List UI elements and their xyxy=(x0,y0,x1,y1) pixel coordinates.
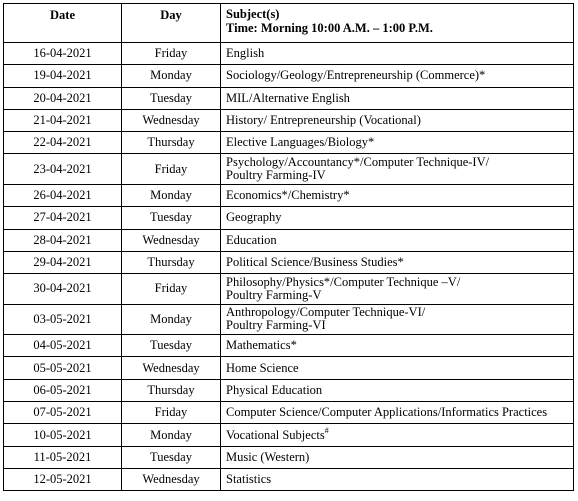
subject-cell: Home Science xyxy=(221,357,574,379)
date-cell: 27-04-2021 xyxy=(4,207,122,229)
table-row xyxy=(4,132,574,154)
subject-cell: English xyxy=(221,43,574,65)
subject-cell: Physical Education xyxy=(221,379,574,401)
header-row xyxy=(4,4,574,43)
date-cell: 29-04-2021 xyxy=(4,251,122,273)
table-row xyxy=(4,207,574,229)
subject-line: Philosophy/Physics*/Computer Technique –V/ xyxy=(226,274,461,289)
table-row xyxy=(4,87,574,109)
subject-cell xyxy=(221,154,574,185)
date-cell: 26-04-2021 xyxy=(4,184,122,206)
day-cell: Monday xyxy=(122,184,221,206)
exam-schedule-table xyxy=(3,3,574,491)
date-cell: 04-05-2021 xyxy=(4,335,122,357)
date-cell: 16-04-2021 xyxy=(4,43,122,65)
table-row xyxy=(4,424,574,446)
day-cell: Wednesday xyxy=(122,468,221,490)
table-row xyxy=(4,251,574,273)
subject-cell: Education xyxy=(221,229,574,251)
exam-schedule xyxy=(3,3,574,491)
date-cell: 12-05-2021 xyxy=(4,468,122,490)
subject-cell: Statistics xyxy=(221,468,574,490)
table-row xyxy=(4,65,574,87)
subject-cell: Political Science/Business Studies* xyxy=(221,251,574,273)
subject-text: Vocational Subjects xyxy=(226,427,325,442)
day-cell: Tuesday xyxy=(122,207,221,229)
date-cell: 22-04-2021 xyxy=(4,132,122,154)
table-row xyxy=(4,43,574,65)
day-cell: Tuesday xyxy=(122,446,221,468)
subject-cell: Music (Western) xyxy=(221,446,574,468)
subject-cell xyxy=(221,424,574,446)
table-row xyxy=(4,335,574,357)
subject-header-label: Subject(s) xyxy=(226,7,280,21)
day-cell: Tuesday xyxy=(122,87,221,109)
hash-mark: # xyxy=(324,425,329,435)
day-cell: Wednesday xyxy=(122,229,221,251)
table-row xyxy=(4,229,574,251)
date-cell: 05-05-2021 xyxy=(4,357,122,379)
date-header: Date xyxy=(4,4,122,43)
table-row xyxy=(4,154,574,185)
subject-cell: Geography xyxy=(221,207,574,229)
subject-cell xyxy=(221,304,574,335)
day-header: Day xyxy=(122,4,221,43)
subject-line: Poultry Farming-IV xyxy=(226,168,326,183)
day-cell: Friday xyxy=(122,274,221,305)
day-cell: Monday xyxy=(122,304,221,335)
table-row xyxy=(4,357,574,379)
subject-cell: Elective Languages/Biology* xyxy=(221,132,574,154)
subject-cell: Sociology/Geology/Entrepreneurship (Commerce)* xyxy=(221,65,574,87)
date-cell: 06-05-2021 xyxy=(4,379,122,401)
day-cell: Thursday xyxy=(122,379,221,401)
day-cell: Thursday xyxy=(122,132,221,154)
date-cell: 28-04-2021 xyxy=(4,229,122,251)
exam-time-label: Time: Morning 10:00 A.M. – 1:00 P.M. xyxy=(226,21,433,35)
day-cell: Wednesday xyxy=(122,357,221,379)
subject-line: Anthropology/Computer Technique-VI/ xyxy=(226,305,426,320)
day-cell: Thursday xyxy=(122,251,221,273)
subject-cell: History/ Entrepreneurship (Vocational) xyxy=(221,109,574,131)
subject-header xyxy=(221,4,574,43)
day-cell: Monday xyxy=(122,65,221,87)
subject-line: Poultry Farming-VI xyxy=(226,318,326,333)
day-cell: Tuesday xyxy=(122,335,221,357)
subject-cell: Mathematics* xyxy=(221,335,574,357)
table-row xyxy=(4,468,574,490)
table-row xyxy=(4,402,574,424)
subject-cell: MIL/Alternative English xyxy=(221,87,574,109)
day-cell: Friday xyxy=(122,154,221,185)
date-cell: 21-04-2021 xyxy=(4,109,122,131)
day-cell: Friday xyxy=(122,402,221,424)
subject-cell: Computer Science/Computer Applications/Informatics Practices xyxy=(221,402,574,424)
table-row xyxy=(4,304,574,335)
date-cell: 03-05-2021 xyxy=(4,304,122,335)
table-row xyxy=(4,274,574,305)
subject-cell: Economics*/Chemistry* xyxy=(221,184,574,206)
date-cell: 20-04-2021 xyxy=(4,87,122,109)
day-cell: Monday xyxy=(122,424,221,446)
subject-line: Psychology/Accountancy*/Computer Technique-IV/ xyxy=(226,155,490,170)
date-cell: 10-05-2021 xyxy=(4,424,122,446)
date-cell: 23-04-2021 xyxy=(4,154,122,185)
date-cell: 19-04-2021 xyxy=(4,65,122,87)
day-cell: Wednesday xyxy=(122,109,221,131)
date-cell: 11-05-2021 xyxy=(4,446,122,468)
subject-cell xyxy=(221,274,574,305)
table-row xyxy=(4,184,574,206)
table-row xyxy=(4,446,574,468)
day-cell: Friday xyxy=(122,43,221,65)
table-row xyxy=(4,379,574,401)
table-row xyxy=(4,109,574,131)
subject-line: Poultry Farming-V xyxy=(226,287,322,302)
date-cell: 07-05-2021 xyxy=(4,402,122,424)
date-cell: 30-04-2021 xyxy=(4,274,122,305)
